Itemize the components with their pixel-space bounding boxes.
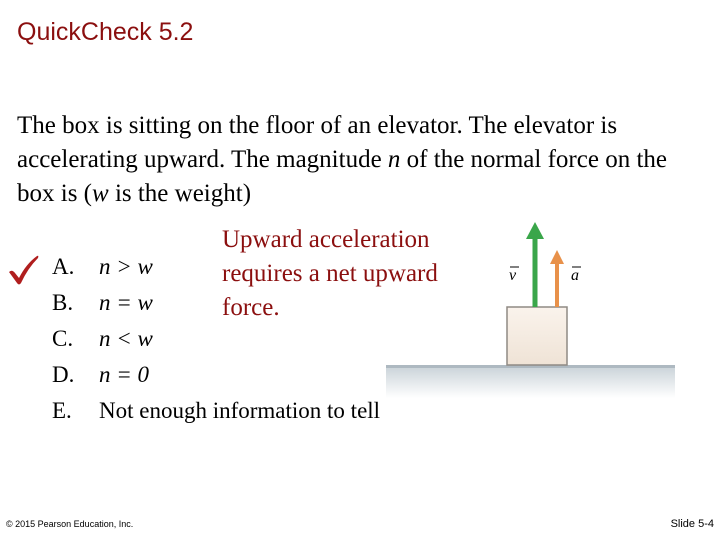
slide-title: QuickCheck 5.2 [17,18,194,46]
choice-letter: B. [52,290,74,315]
choice-letter: E. [52,398,72,423]
explanation-line-1: Upward acceleration [222,226,430,253]
choice-letter: C. [52,326,74,351]
choice-letter: A. [52,254,75,279]
slide-number: Slide 5-4 [670,518,714,530]
question-var-w: w [92,180,109,207]
explanation-line-3: force. [222,294,280,321]
question-text [17,109,707,211]
choice-letter: D. [52,362,75,387]
elevator-diagram [384,218,679,398]
elevator-floor [386,366,675,398]
choice-text: n = 0 [99,362,150,387]
question-var-n: n [387,146,401,173]
acceleration-arrow-icon [550,250,564,307]
question-part-1: The box is sitting on the floor of an elevator. The elevator is accelerating upward. The magnitude [17,112,618,173]
acceleration-label: a [571,267,579,284]
choice-text: Not enough information to tell [99,398,381,423]
choice-text: n = w [99,290,153,315]
choice-text: n > w [99,254,153,279]
box [507,307,567,365]
explanation-line-2: requires a net upward [222,260,438,287]
copyright: © 2015 Pearson Education, Inc. [6,519,134,529]
choice-text: n < w [99,326,153,351]
question-part-2: of the normal force on the box is ( [17,146,667,207]
velocity-arrow-icon [526,222,544,307]
question-part-3: is the weight) [108,180,252,207]
velocity-label: v [509,267,517,284]
correct-check-icon [6,253,40,287]
